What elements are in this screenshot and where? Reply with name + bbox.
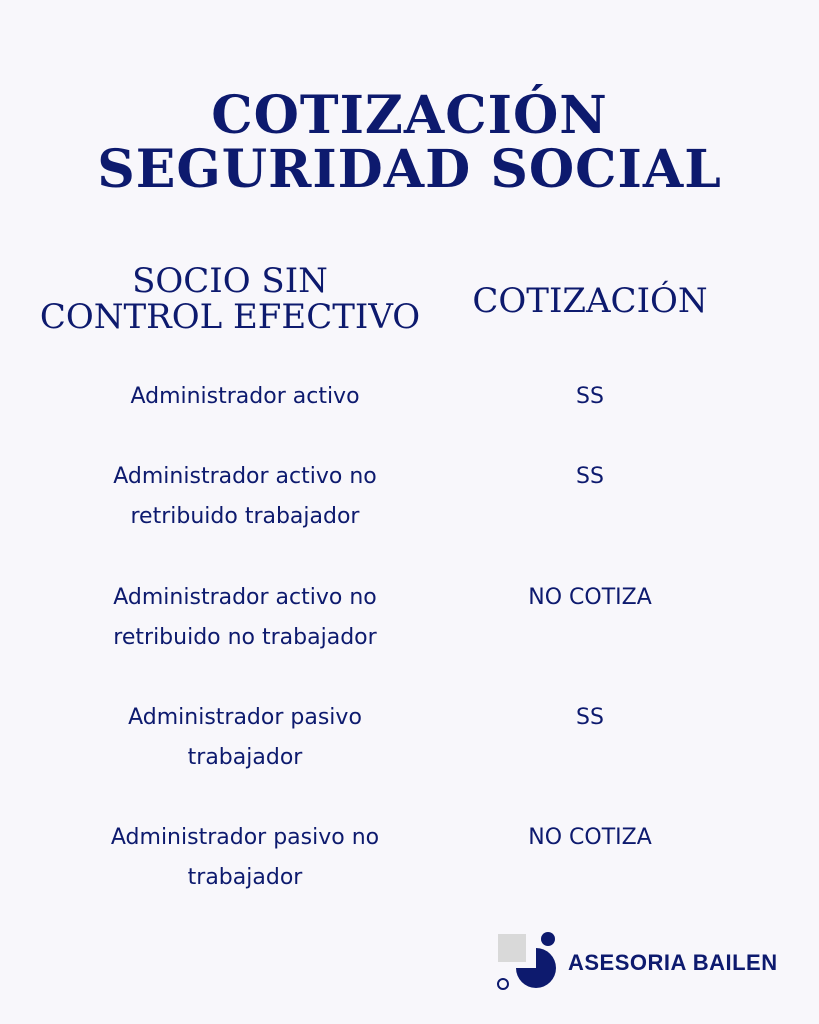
row-3-socio-line-2: retribuido no trabajador <box>113 625 377 650</box>
row-5-socio-line-2: trabajador <box>187 865 303 890</box>
logo-ring-shape <box>498 979 508 989</box>
logo-small-dot-shape <box>541 932 555 946</box>
row-4-socio-line-2: trabajador <box>187 745 303 770</box>
row-4-cotizacion: SS <box>576 705 604 730</box>
row-2-cotizacion: SS <box>576 464 604 489</box>
row-3-socio-line-1: Administrador activo no <box>113 585 377 610</box>
row-1-socio-line-1: Administrador activo <box>130 384 360 409</box>
logo-square-shape <box>498 934 526 962</box>
page-title-line-2: SEGURIDAD SOCIAL <box>97 139 722 200</box>
page-title-line-1: COTIZACIÓN <box>211 85 608 146</box>
row-2-socio-line-1: Administrador activo no <box>113 464 377 489</box>
row-4-socio-line-1: Administrador pasivo <box>128 705 362 730</box>
row-2-socio-line-2: retribuido trabajador <box>130 504 360 529</box>
row-5-cotizacion: NO COTIZA <box>528 825 652 850</box>
column-header-socio-line-2: CONTROL EFECTIVO <box>39 297 421 337</box>
column-header-cotizacion: COTIZACIÓN <box>472 281 708 321</box>
row-3-cotizacion: NO COTIZA <box>528 585 652 610</box>
brand-name: ASESORIA BAILEN <box>568 950 778 975</box>
column-header-socio-line-1: SOCIO SIN <box>132 261 328 301</box>
row-5-socio-line-1: Administrador pasivo no <box>110 825 380 850</box>
row-1-cotizacion: SS <box>576 384 604 409</box>
